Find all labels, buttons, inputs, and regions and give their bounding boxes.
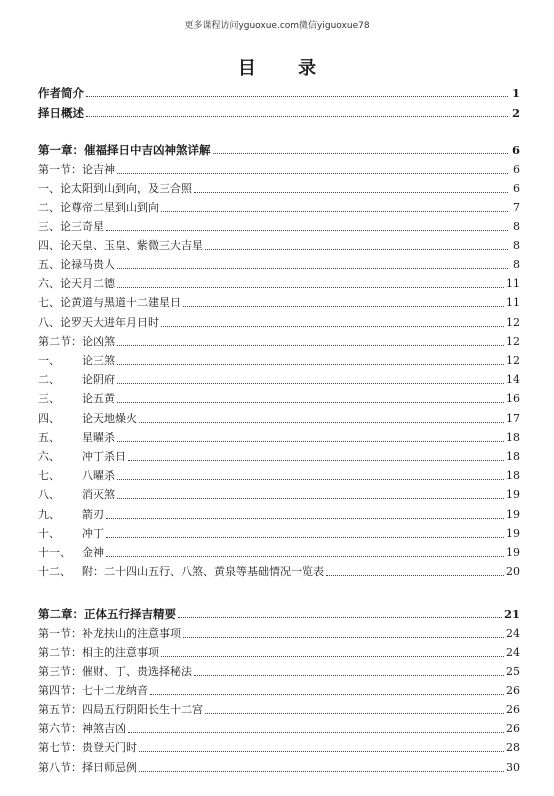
toc-entry	[38, 254, 520, 272]
toc-entry-label: 七、论黄道与黑道十二建星日	[38, 296, 181, 309]
toc-entry-page: 18	[506, 469, 520, 482]
toc-entry	[38, 159, 520, 177]
toc-entry	[38, 542, 520, 560]
toc-entry-label: 冲丁	[82, 527, 104, 540]
toc-entry-page: 8	[513, 258, 520, 271]
toc-entry-page: 1	[511, 86, 520, 100]
toc-entry-label: 论天地燥火	[82, 412, 137, 425]
dot-leader	[205, 713, 504, 714]
dot-leader	[117, 364, 504, 365]
dot-leader	[117, 173, 508, 174]
toc-entry-label: 六、论天月二德	[38, 277, 115, 290]
toc-entry-page: 12	[506, 316, 520, 329]
toc-entry-page: 11	[506, 277, 520, 290]
toc-entry-page: 17	[506, 412, 520, 425]
dot-leader	[117, 287, 504, 288]
toc-entry-page: 21	[503, 607, 520, 621]
toc-entry-number: 七、	[38, 469, 60, 482]
toc-entry	[38, 139, 520, 157]
dot-leader	[194, 675, 504, 676]
toc-entry-page: 18	[506, 431, 520, 444]
toc-entry-number: 一、	[38, 354, 60, 367]
toc-entry	[38, 661, 520, 679]
dot-leader	[117, 479, 504, 480]
toc-entry-page: 6	[511, 143, 520, 157]
toc-entry-label: 论阴府	[82, 373, 115, 386]
toc-entry-label: 金神	[82, 546, 104, 559]
toc-entry-page: 18	[506, 450, 520, 463]
toc-entry-label: 八、论罗天大进年月日时	[38, 316, 159, 329]
toc-entry-number: 十、	[38, 527, 60, 540]
toc-entry-label: 第五节：四局五行阴阳长生十二宫	[38, 703, 203, 716]
header-note: 更多课程访问yguoxue.com微信yiguoxue78	[184, 21, 370, 31]
dot-leader	[86, 116, 508, 117]
toc-entry-label: 附：二十四山五行、八煞、黄泉等基础情况一览表	[82, 565, 324, 578]
toc-entry	[38, 312, 520, 330]
toc-entry-label: 消灭煞	[82, 488, 115, 501]
toc-entry-page: 8	[513, 220, 520, 233]
toc-entry-label: 一、论太阳到山到向，及三合照	[38, 182, 192, 195]
toc-entry-label: 作者简介	[38, 86, 84, 100]
dot-leader	[139, 422, 504, 423]
dot-leader	[128, 460, 504, 461]
toc-entry-label: 冲丁杀日	[82, 450, 126, 463]
dot-leader	[117, 441, 504, 442]
dot-leader	[213, 153, 509, 154]
toc-entry	[38, 623, 520, 641]
toc-entry-page: 6	[513, 182, 520, 195]
toc-entry-page: 8	[513, 239, 520, 252]
dot-leader	[117, 268, 508, 269]
toc-entry-label: 三、论三奇星	[38, 220, 104, 233]
toc-entry	[38, 369, 520, 387]
page-title: 目 录	[237, 58, 335, 79]
dot-leader	[106, 230, 508, 231]
toc-entry-label: 四、论天皇、玉皇、紫微三大吉星	[38, 239, 203, 252]
dot-leader	[117, 383, 504, 384]
toc-entry-page: 24	[506, 646, 520, 659]
toc-entry-label: 论五黄	[82, 392, 115, 405]
toc-entry-number: 九、	[38, 508, 60, 521]
toc-entry-label: 择日概述	[38, 106, 84, 120]
toc-entry-page: 14	[506, 373, 520, 386]
toc-entry-label: 第一节：补龙扶山的注意事项	[38, 627, 181, 640]
toc-entry	[38, 216, 520, 234]
dot-leader	[150, 694, 504, 695]
toc-entry	[38, 718, 520, 736]
toc-entry	[38, 523, 520, 541]
dot-leader	[128, 732, 504, 733]
toc-entry	[38, 699, 520, 717]
toc-entry-page: 7	[513, 201, 520, 214]
dot-leader	[139, 751, 504, 752]
toc-entry	[38, 331, 520, 349]
toc-entry	[38, 446, 520, 464]
dot-leader	[205, 249, 508, 250]
dot-leader	[106, 537, 504, 538]
toc-entry-number: 十一、	[38, 546, 71, 559]
toc-entry-number: 四、	[38, 412, 60, 425]
toc-entry-page: 19	[506, 546, 520, 559]
toc-entry-page: 11	[506, 296, 520, 309]
toc-entry	[38, 102, 520, 120]
toc-entry-label: 论三煞	[82, 354, 115, 367]
dot-leader	[326, 575, 504, 576]
dot-leader	[161, 211, 508, 212]
toc-entry-page: 20	[506, 565, 520, 578]
dot-leader	[139, 771, 504, 772]
dot-leader	[117, 498, 504, 499]
toc-entry-label: 二、论尊帝二星到山到向	[38, 201, 159, 214]
toc-entry-page: 26	[506, 703, 520, 716]
toc-entry	[38, 350, 520, 368]
toc-entry-page: 12	[506, 335, 520, 348]
toc-entry-page: 2	[511, 106, 520, 120]
toc-entry-label: 第二节：相主的注意事项	[38, 646, 159, 659]
dot-leader	[178, 617, 502, 618]
dot-leader	[161, 326, 504, 327]
toc-entry	[38, 388, 520, 406]
toc-entry-label: 第二章：正体五行择吉精要	[38, 607, 176, 621]
toc-entry-label: 第一节：论吉神	[38, 163, 115, 176]
toc-entry-page: 25	[506, 665, 520, 678]
toc-entry-label: 星曜杀	[82, 431, 115, 444]
toc-entry	[38, 178, 520, 196]
toc-entry-number: 五、	[38, 431, 60, 444]
toc-entry-page: 16	[506, 392, 520, 405]
toc-entry	[38, 292, 520, 310]
toc-entry-page: 12	[506, 354, 520, 367]
toc-entry-page: 19	[506, 488, 520, 501]
dot-leader	[106, 518, 504, 519]
toc-entry	[38, 465, 520, 483]
toc-entry-number: 六、	[38, 450, 60, 463]
toc-entry-label: 第六节：神煞吉凶	[38, 722, 126, 735]
toc-entry-label: 第三节：催财、丁、贵选择秘法	[38, 665, 192, 678]
toc-entry-page: 19	[506, 527, 520, 540]
toc-entry	[38, 504, 520, 522]
toc-entry-number: 三、	[38, 392, 60, 405]
dot-leader	[106, 556, 504, 557]
toc-entry	[38, 561, 520, 579]
toc-entry-label: 八曜杀	[82, 469, 115, 482]
toc-entry-number: 八、	[38, 488, 60, 501]
toc-entry	[38, 603, 520, 621]
toc-entry	[38, 680, 520, 698]
toc-entry-page: 26	[506, 722, 520, 735]
toc-entry	[38, 235, 520, 253]
dot-leader	[183, 637, 504, 638]
toc-entry-label: 第八节：择日师忌例	[38, 761, 137, 774]
toc-entry-page: 28	[506, 741, 520, 754]
toc-entry-label: 第四节：七十二龙纳音	[38, 684, 148, 697]
toc-entry-page: 30	[506, 761, 520, 774]
toc-entry	[38, 82, 520, 100]
toc-entry-page: 24	[506, 627, 520, 640]
toc-entry-label: 五、论禄马贵人	[38, 258, 115, 271]
toc-entry-label: 第一章：催福择日中吉凶神煞详解	[38, 143, 211, 157]
toc-entry-label: 第二节：论凶煞	[38, 335, 115, 348]
toc-entry-number: 十二、	[38, 565, 71, 578]
dot-leader	[117, 402, 504, 403]
toc-entry-label: 第七节：贵登天门时	[38, 741, 137, 754]
toc-entry	[38, 484, 520, 502]
toc-entry-page: 26	[506, 684, 520, 697]
toc-entry	[38, 408, 520, 426]
toc-entry-page: 19	[506, 508, 520, 521]
dot-leader	[117, 345, 504, 346]
dot-leader	[183, 306, 504, 307]
toc-entry	[38, 737, 520, 755]
toc-entry-page: 6	[513, 163, 520, 176]
toc-entry	[38, 757, 520, 775]
dot-leader	[86, 96, 508, 97]
toc-entry	[38, 197, 520, 215]
dot-leader	[161, 656, 504, 657]
toc-entry	[38, 273, 520, 291]
toc-entry	[38, 427, 520, 445]
toc-entry-number: 二、	[38, 373, 60, 386]
toc-entry	[38, 642, 520, 660]
dot-leader	[194, 192, 508, 193]
toc-entry-label: 箭刃	[82, 508, 104, 521]
